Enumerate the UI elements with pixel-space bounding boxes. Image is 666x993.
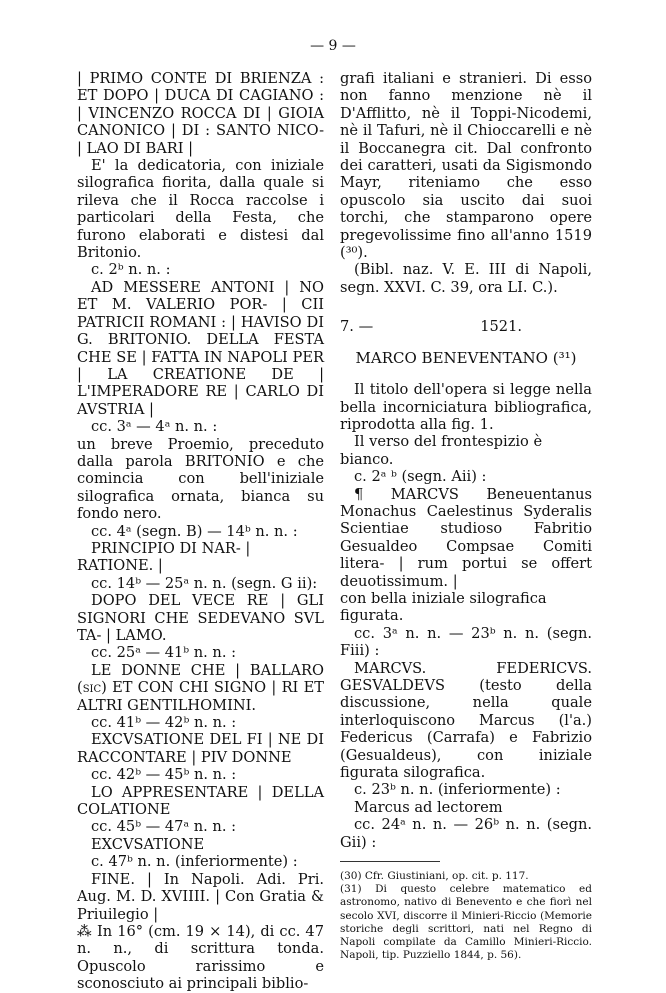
note-continuation: grafi italiani e stranieri. Di esso non fanno menzione nè il D'Afflitto, nè il Toppi-Nicodemi, nè il Tafuri, nè il Chioccarelli e nè il Boccanegra cit. Dal confronto dei caratteri, usati da Sigismondo Mayr, riteniamo che esso opuscolo sia uscito dai suoi torchi, che stamparono opere pregevolissime fino all'anno 1519 (³⁰). <box>340 70 592 262</box>
title-text: AD MESSERE ANTONI | NO ET M. VALERIO POR- | CII PATRICII ROMANI : | HAVISO DI G. BRITONIO. DELLA FESTA CHE SE | FATTA IN NAPOLI PER | LA CREATIONE DE | L'IMPERADORE RE | CARLO DI AVSTRIA | <box>77 278 324 418</box>
footnote-31: (31) Di questo celebre matematico ed astronomo, nativo di Benevento e che fiorì nel secolo XVI, discorre il Minieri-Riccio (Memorie storiche degli scrittori, nati nel Regno di Napoli compilate da Camillo Minieri-Riccio. Napoli, tip. Puzziello 1844, p. 56). <box>340 883 592 962</box>
bibliographic-note: ⁂ In 16° (cm. 19 × 14), di cc. 47 n. n., di scrittura tonda. Opuscolo rarissimo e sconosciuto ai principali biblio- <box>77 922 324 993</box>
dialogue-description: MARCVS. FEDERICVS. GESVALDEVS (testo della discussione, nella quale interloquiscono Marcus (l'a.) Federicus (Carrafa) e Fabrizio (Gesualdeus), con iniziale figurata silografica. <box>340 659 592 782</box>
leaf-ref: cc. 42ᵇ — 45ᵇ n. n. : <box>91 766 237 784</box>
footnote-30: (30) Cfr. Giustiniani, op. cit. p. 117. <box>340 870 529 883</box>
entry-heading <box>340 318 592 335</box>
leaf-ref: cc. 24ᵃ n. n. — 26ᵇ n. n. (segn. Gii) : <box>340 816 592 851</box>
leaf-ref: cc. 4ᵃ (segn. B) — 14ᵇ n. n. : <box>91 522 298 540</box>
leaf-ref: cc. 45ᵇ — 47ᵃ n. n. : <box>91 818 237 836</box>
leaf-ref: cc. 3ᵃ — 4ᵃ n. n. : <box>91 418 218 436</box>
leaf-ref: cc. 41ᵇ — 42ᵇ n. n. : <box>91 714 237 732</box>
entry-description: Il titolo dell'opera si legge nella bella incorniciatura bibliografica, riprodotta alla fig. 1. <box>340 381 592 433</box>
leaf-ref: c. 47ᵇ n. n. (inferiormente) : <box>91 853 298 871</box>
section-heading: Marcus ad lectorem <box>354 798 503 816</box>
section-heading: DOPO DEL VECE RE | GLI SIGNORI CHE SEDEVANO SVL TA- | LAMO. <box>77 592 324 644</box>
footnote-divider <box>340 861 440 862</box>
dedication-description: E' la dedicatoria, con iniziale silografica fiorita, dalla quale si rileva che il Rocca raccolse i particolari della Festa, che furono elaborati e distesi dal Britonio. <box>77 157 324 262</box>
section-heading: EXCVSATIONE <box>91 835 205 853</box>
leaf-ref: cc. 14ᵇ — 25ᵃ n. n. (segn. G ii): <box>91 574 318 592</box>
dedication-heading: | PRIMO CONTE DI BRIENZA : ET DOPO | DUCA DI CAGIANO : | VINCENZO ROCCA DI | GIOIA CANONICO | DI : SANTO NICO- | LAO DI BARI | <box>77 70 324 157</box>
dedication-text: ¶ MARCVS Beneuentanus Monachus Caelestinus Syderalis Scientiae studioso Fabritio Gesualdeo Compsae Comiti litera- | rum portui se offert deuotissimum. | <box>340 485 592 590</box>
section-heading: PRINCIPIO DI NAR- | RATIONE. | <box>77 539 251 575</box>
leaf-ref: cc. 25ᵃ — 41ᵇ n. n. : <box>91 644 237 662</box>
leaf-ref: cc. 3ᵃ n. n. — 23ᵇ n. n. (segn. Fiii) : <box>340 624 592 660</box>
left-column <box>77 70 324 993</box>
leaf-ref: c. 2ᵃ ᵇ (segn. Aii) : <box>354 468 487 486</box>
leaf-ref: c. 23ᵇ n. n. (inferiormente) : <box>354 781 561 799</box>
leaf-ref: c. 2ᵇ n. n. : <box>91 261 171 279</box>
entry-number: 7. — <box>340 318 374 336</box>
section-heading: EXCVSATIONE DEL FI | NE DI RACCONTARE | PIV DONNE <box>77 731 324 766</box>
entry-year: 1521. <box>480 318 522 336</box>
library-reference: (Bibl. naz. V. E. III di Napoli, segn. XXVI. C. 39, ora LI. C.). <box>340 261 592 296</box>
section-heading: LE DONNE CHE | BALLARO (sic) ET CON CHI SIGNO | RI ET ALTRI GENTILHOMINI. <box>77 661 324 714</box>
proem-description: un breve Proemio, preceduto dalla parola BRITONIO e che comincia con bell'iniziale silografica ornata, bianca su fondo nero. <box>77 435 324 523</box>
page-number: — 9 — <box>310 38 356 54</box>
initial-note: con bella iniziale silografica figurata. <box>340 589 547 625</box>
verso-note: Il verso del frontespizio è bianco. <box>340 433 543 468</box>
right-column <box>340 70 592 962</box>
section-heading: LO APPRESENTARE | DELLA COLATIONE <box>77 783 324 819</box>
entry-author: MARCO BENEVENTANO (³¹) <box>355 348 577 367</box>
colophon: FINE. | In Napoli. Adi. Pri. Aug. M. D. XVIIII. | Con Gratia & Priuilegio | <box>77 870 324 923</box>
